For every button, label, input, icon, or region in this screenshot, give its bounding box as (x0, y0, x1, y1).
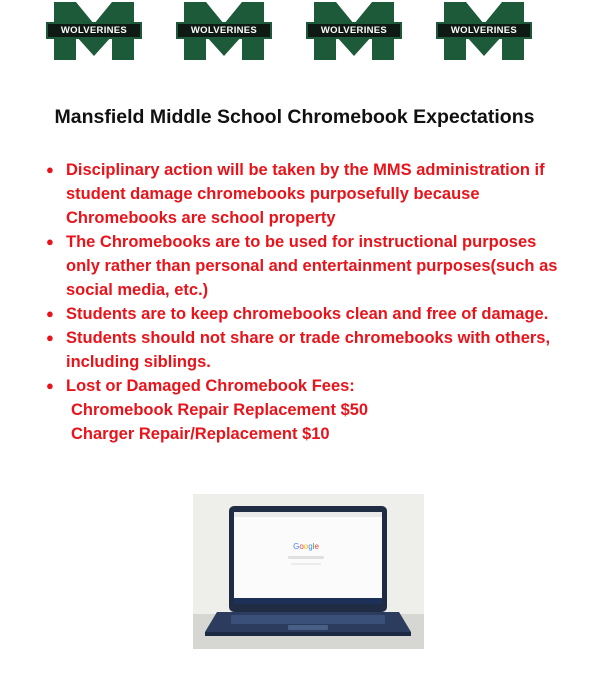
laptop-photo (193, 494, 424, 649)
list-item-text: Disciplinary action will be taken by the MMS administration if student damage chromebooks purposefully because Chromebooks are school property (66, 161, 545, 227)
bullet-icon: ● (46, 234, 54, 249)
fee-line: Charger Repair/Replacement $10 (71, 425, 330, 443)
bullet-icon: ● (46, 162, 54, 177)
wolverines-logo (306, 2, 402, 60)
fee-line: Chromebook Repair Replacement $50 (71, 401, 369, 419)
logo-text: WOLVERINES (190, 25, 258, 36)
google-logo: Google (293, 542, 319, 551)
logo-row (0, 0, 589, 64)
list-item (40, 374, 560, 446)
wolverines-logo (436, 2, 532, 60)
wolverines-logo (176, 2, 272, 60)
list-item-text: Lost or Damaged Chromebook Fees: (66, 377, 355, 395)
list-item (40, 230, 560, 302)
logo-text: WOLVERINES (450, 25, 518, 36)
list-item-text: Students should not share or trade chromebooks with others, including siblings. (66, 329, 551, 371)
list-item (40, 158, 560, 230)
bullet-icon: ● (46, 306, 54, 321)
logo-text: WOLVERINES (320, 25, 388, 36)
page-title: Mansfield Middle School Chromebook Expectations (54, 106, 535, 128)
list-item-text: Students are to keep chromebooks clean and free of damage. (66, 305, 549, 323)
logo-text: WOLVERINES (60, 25, 128, 36)
expectations-list (40, 158, 560, 446)
list-item (40, 302, 560, 326)
bullet-icon: ● (46, 378, 54, 393)
bullet-icon: ● (46, 330, 54, 345)
list-item (40, 326, 560, 374)
list-item-text: The Chromebooks are to be used for instructional purposes only rather than personal and entertainment purposes(such as social media, etc.) (66, 233, 558, 299)
wolverines-logo (46, 2, 142, 60)
